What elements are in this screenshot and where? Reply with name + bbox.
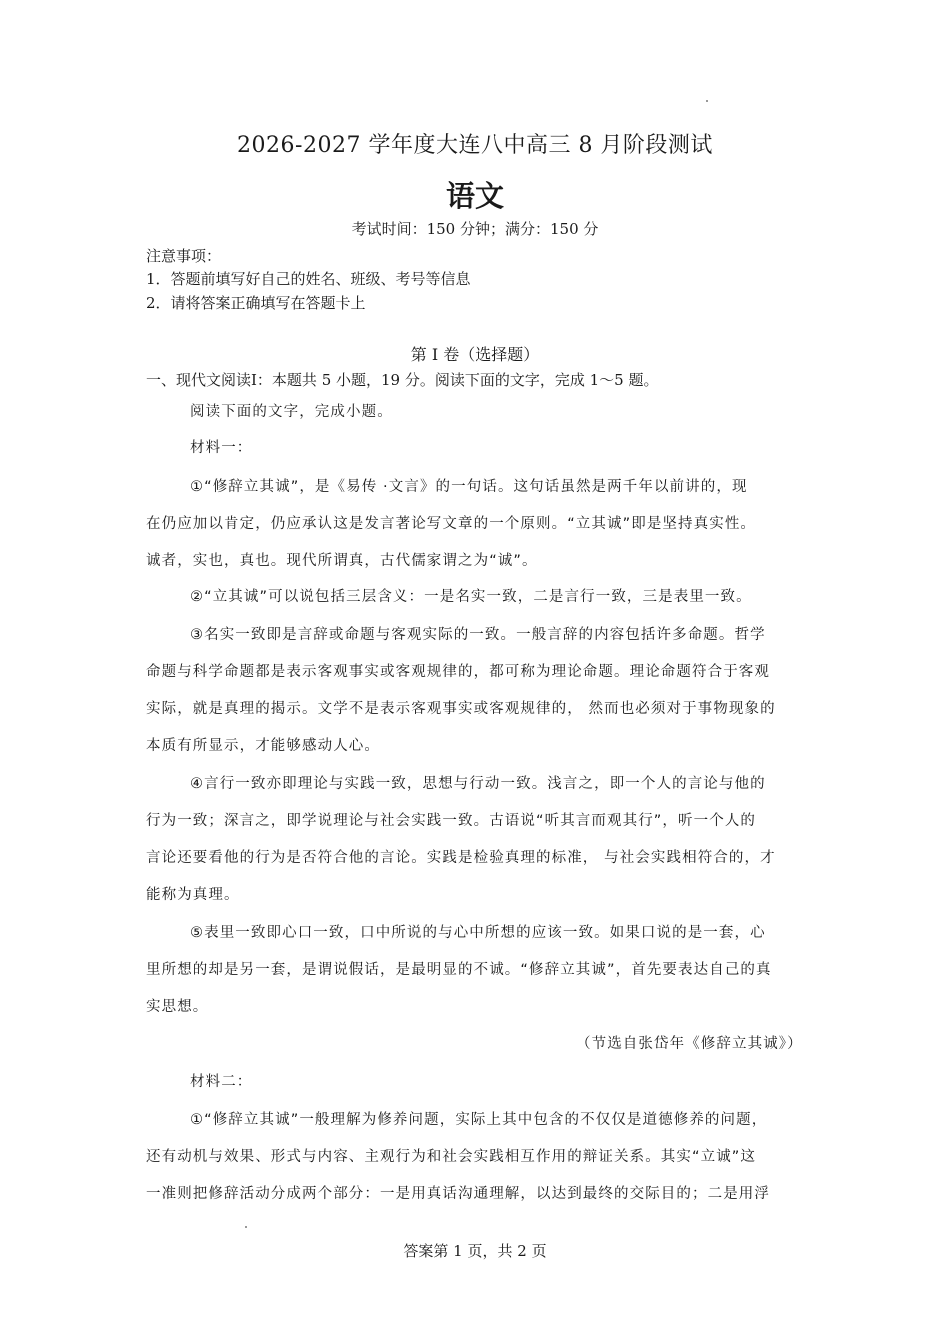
page-footer: 答案第 1 页，共 2 页 [403,1242,547,1260]
passage-instruction: 阅读下面的文字，完成小题。 [190,404,393,420]
section-title: 第 I 卷（选择题） [410,345,540,364]
notes-heading: 注意事项： [146,247,222,265]
paragraph-line: 里所想的却是另一套，是谓说假话，是最明显的不诚。“修辞立其诚”，首先要表达自己的真 [146,962,772,978]
paragraph-line: ④言行一致亦即理论与实践一致，思想与行动一致。浅言之，即一个人的言论与他的 [190,776,766,792]
scan-speck [706,100,708,102]
paragraph-line: ③名实一致即是言辞或命题与客观实际的一致。一般言辞的内容包括许多命题。哲学 [190,627,766,643]
paragraph-line: 言论还要看他的行为是否符合他的言论。实践是检验真理的标准， 与社会实践相符合的，才 [146,850,776,866]
paragraph-line: 还有动机与效果、形式与内容、主观行为和社会实践相互作用的辩证关系。其实“立诚”这 [146,1149,757,1165]
note-item: 1．答题前填写好自己的姓名、班级、考号等信息 [146,270,471,288]
question-intro: 一、现代文阅读Ⅰ：本题共 5 小题，19 分。阅读下面的文字，完成 1～5 题。 [146,371,659,389]
paragraph-line: 本质有所显示，才能够感动人心。 [146,738,380,754]
paragraph-line: 能称为真理。 [146,887,240,903]
note-item: 2．请将答案正确填写在答题卡上 [146,294,366,312]
paragraph-line: 一准则把修辞活动分成两个部分：一是用真话沟通理解，以达到最终的交际目的；二是用浮 [146,1186,770,1202]
paragraph-line: 行为一致；深言之，即学说理论与社会实践一致。古语说“听其言而观其行”，听一个人的 [146,813,757,829]
paragraph-line: 诚者，实也，真也。现代所谓真，古代儒家谓之为“诚”。 [146,553,538,569]
paragraph-line: ①“修辞立其诚”一般理解为修养问题，实际上其中包含的不仅仅是道德修养的问题， [190,1112,768,1128]
source-citation: （节选自张岱年《修辞立其诚》） [576,1036,803,1052]
paragraph-line: ②“立其诚”可以说包括三层含义：一是名实一致，二是言行一致，三是表里一致。 [190,589,752,605]
paragraph-line: 实际，就是真理的揭示。文学不是表示客观事实或客观规律的， 然而也必须对于事物现象的 [146,701,776,717]
exam-info: 考试时间：150 分钟；满分：150 分 [351,220,599,238]
subject-title: 语文 [445,179,504,213]
exam-title: 2026-2027 学年度大连八中高三 8 月阶段测试 [237,133,713,158]
paragraph-line: ①“修辞立其诚”，是《易传 ·文言》的一句话。这句话虽然是两千年以前讲的，现 [190,479,748,495]
paragraph-line: ⑤表里一致即心口一致，口中所说的与心中所想的应该一致。如果口说的是一套，心 [190,925,766,941]
material-label: 材料一： [190,440,253,456]
paragraph-line: 在仍应加以肯定，仍应承认这是发言著论写文章的一个原则。“立其诚”即是坚持真实性。 [146,516,757,532]
material-label: 材料二： [190,1074,253,1090]
scan-speck [245,1226,247,1228]
paragraph-line: 实思想。 [146,999,209,1015]
paragraph-line: 命题与科学命题都是表示客观事实或客观规律的，都可称为理论命题。理论命题符合于客观 [146,664,770,680]
